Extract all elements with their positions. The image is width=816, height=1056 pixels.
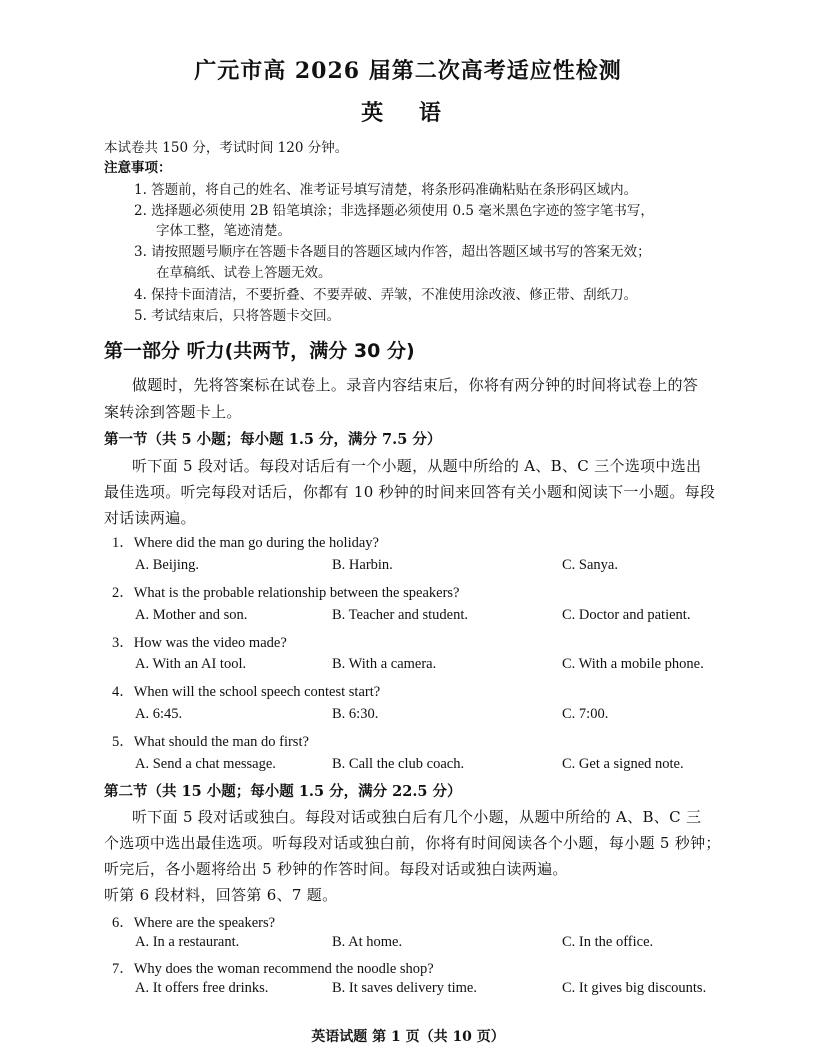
section2-instruction: 听下面 5 段对话或独白。每段对话或独白后有几个小题，从题中所给的 A、B、C 三 — [132, 808, 702, 826]
question-stem: 2．What is the probable relationship between the speakers? — [112, 585, 460, 601]
option-a: A. Mother and son. — [135, 607, 248, 623]
option-c: C. Sanya. — [562, 557, 618, 573]
notice-item-continued: 字体工整，笔迹清楚。 — [156, 223, 291, 239]
option-a: A. With an AI tool. — [135, 656, 247, 672]
section2-instruction: 听完后，各小题将给出 5 秒钟的作答时间。每段对话或独白读两遍。 — [104, 860, 568, 878]
option-b: B. Harbin. — [332, 557, 393, 573]
option-c: C. With a mobile phone. — [562, 656, 704, 672]
question-stem: 4．When will the school speech contest start? — [112, 684, 381, 700]
exam-title: 广元市高 2026 届第二次高考适应性检测 — [194, 58, 622, 84]
question-stem: 1．Where did the man go during the holiday? — [112, 535, 379, 551]
page-footer: 英语试题 第 1 页（共 10 页） — [311, 1029, 505, 1045]
notice-item: 5. 考试结束后，只将答题卡交回。 — [134, 308, 341, 324]
option-c: C. Doctor and patient. — [562, 607, 691, 623]
option-b: B. It saves delivery time. — [332, 980, 477, 996]
option-b: B. At home. — [332, 934, 403, 950]
section1-heading: 第一节（共 5 小题；每小题 1.5 分，满分 7.5 分） — [104, 431, 442, 448]
material-note: 听第 6 段材料，回答第 6、7 题。 — [104, 886, 338, 904]
notice-item: 3. 请按照题号顺序在答题卡各题目的答题区域内作答，超出答题区域书写的答案无效； — [134, 244, 651, 260]
section2-instruction: 个选项中选出最佳选项。听每段对话或独白前，你将有时间阅读各个小题，每小题 5 秒钟； — [104, 834, 721, 852]
subject-title: 英 语 — [361, 100, 455, 126]
option-b: B. Call the club coach. — [332, 756, 465, 772]
option-c: C. 7:00. — [562, 706, 609, 722]
option-c: C. It gives big discounts. — [562, 980, 707, 996]
option-c: C. In the office. — [562, 934, 654, 950]
option-a: A. It offers free drinks. — [135, 980, 269, 996]
option-a: A. Beijing. — [135, 557, 200, 573]
notice-item: 2. 选择题必须使用 2B 铅笔填涂；非选择题必须使用 0.5 毫米黑色字迹的签字笔书写， — [134, 203, 654, 219]
option-b: B. Teacher and student. — [332, 607, 469, 623]
notice-item-continued: 在草稿纸、试卷上答题无效。 — [156, 265, 332, 281]
part1-heading: 第一部分 听力(共两节，满分 30 分) — [104, 340, 415, 362]
notice-item: 4. 保持卡面清洁，不要折叠、不要弄破、弄皱，不准使用涂改液、修正带、刮纸刀。 — [134, 287, 638, 303]
question-stem: 5．What should the man do first? — [112, 734, 309, 750]
question-stem: 3．How was the video made? — [112, 635, 287, 651]
question-stem: 6．Where are the speakers? — [112, 915, 276, 931]
notice-item: 1. 答题前，将自己的姓名、准考证号填写清楚，将条形码准确粘贴在条形码区域内。 — [134, 182, 638, 198]
section2-heading: 第二节（共 15 小题；每小题 1.5 分，满分 22.5 分） — [104, 783, 462, 800]
option-c: C. Get a signed note. — [562, 756, 684, 772]
section1-instruction: 对话读两遍。 — [104, 509, 196, 527]
option-b: B. With a camera. — [332, 656, 437, 672]
section1-instruction: 听下面 5 段对话。每段对话后有一个小题，从题中所给的 A、B、C 三个选项中选出 — [132, 457, 702, 475]
question-stem: 7．Why does the woman recommend the noodle shop? — [112, 961, 434, 977]
score-time-line: 本试卷共 150 分，考试时间 120 分钟。 — [104, 140, 349, 156]
notice-heading: 注意事项： — [104, 160, 172, 176]
option-a: A. Send a chat message. — [135, 756, 276, 772]
option-a: A. 6:45. — [135, 706, 183, 722]
section1-instruction: 最佳选项。听完每段对话后，你都有 10 秒钟的时间来回答有关小题和阅读下一小题。每段 — [104, 483, 716, 501]
option-b: B. 6:30. — [332, 706, 379, 722]
option-a: A. In a restaurant. — [135, 934, 240, 950]
part1-instruction: 做题时，先将答案标在试卷上。录音内容结束后，你将有两分钟的时间将试卷上的答 — [132, 376, 699, 394]
part1-instruction: 案转涂到答题卡上。 — [104, 403, 242, 421]
